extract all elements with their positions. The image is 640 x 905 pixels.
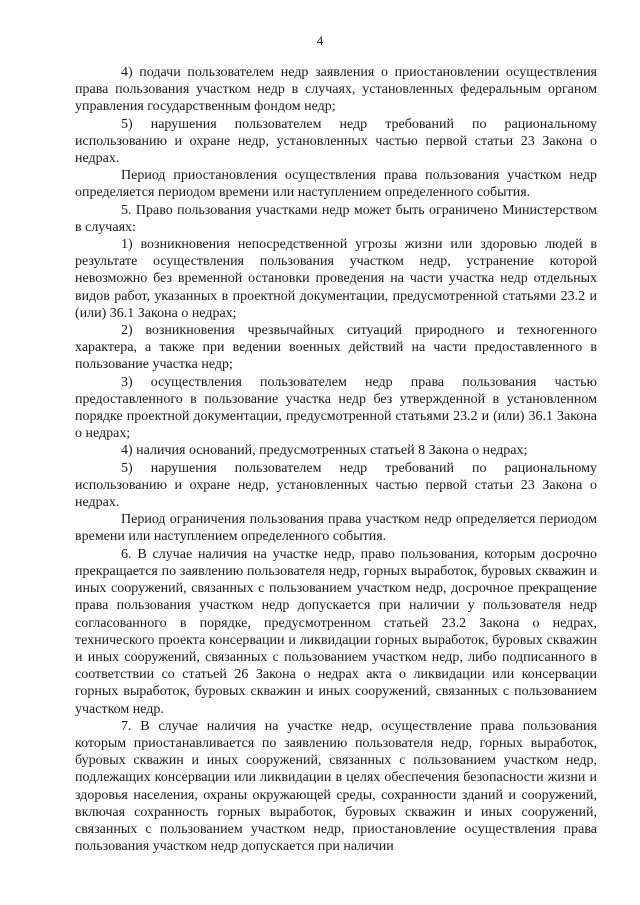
paragraph-section-5-restriction: 5. Право пользования участками недр может быть ограничено Министерством в случаях: — [75, 202, 597, 235]
paragraph-restriction-item-3: 3) осуществления пользователем недр права пользования частью предоставленного в пользование участка недр без утвержденной в установленном порядке проектной документации, предусмотренной статьями 23.2 и (или) 36.1 Закона о недрах; — [75, 374, 597, 442]
paragraph-item-4-suspension-request: 4) подачи пользователем недр заявления о приостановлении осуществления права пользования участком недр в случаях, установленных федеральным органом управления государственным фондом недр; — [75, 65, 597, 115]
paragraph-section-6-termination: 6. В случае наличия на участке недр, право пользования, которым досрочно прекращается по заявлению пользователя недр, горных выработок, буровых скважин и иных сооружений, связанных с пользованием участком недр, досрочное прекращение права пользования участком недр допускается при наличии у пользователя недр согласованного в порядке, предусмотренном статьей 23.2 Закона о недрах, технического проекта консервации и ликвидации горных выработок, буровых скважин и иных сооружений, связанных с пользованием участком недр, либо подписанного в соответствии со статьей 26 Закона о недрах акта о ликвидации или консервации горных выработок, буровых скважин и иных сооружений, связанных с пользованием участком недр. — [75, 546, 597, 717]
paragraph-item-5-violation: 5) нарушения пользователем недр требований по рациональному использованию и охране недр, установленных частью первой статьи 23 Закона о недрах. — [75, 116, 597, 167]
paragraph-restriction-item-4: 4) наличия оснований, предусмотренных статьей 8 Закона о недрах; — [121, 443, 528, 459]
paragraph-restriction-period: Период ограничения пользования права участком недр определяется периодом времени или наступлением определенного события. — [75, 512, 597, 545]
paragraph-restriction-item-5: 5) нарушения пользователем недр требований по рациональному использованию и охране недр, установленных частью первой статьи 23 Закона о недрах. — [75, 460, 597, 511]
paragraph-restriction-item-1: 1) возникновения непосредственной угрозы жизни или здоровью людей в результате осуществления пользования участком недр, устранение которой невозможно без временной остановки проведения на части участка недр отдельных видов работ, указанных в проектной документации, предусмотренной статьями 23.2 и (или) 36.1 Закона о недрах; — [75, 237, 597, 321]
paragraph-restriction-item-2: 2) возникновения чрезвычайных ситуаций природного и техногенного характера, а также при ведении военных действий на части предоставленного в пользование участка недр; — [75, 323, 597, 373]
paragraph-suspension-period: Период приостановления осуществления права пользования участком недр определяется периодом времени или наступлением определенного события. — [75, 168, 597, 201]
page-number: 4 — [316, 33, 324, 48]
document-body — [75, 64, 597, 855]
paragraph-section-7-suspension: 7. В случае наличия на участке недр, осуществление права пользования которым приостанавливается по заявлению пользователя недр, горных выработок, буровых скважин и иных сооружений, связанных с пользованием участком недр, подлежащих консервации или ликвидации в целях обеспечения безопасности жизни и здоровья населения, охраны окружающей среды, сохранности зданий и сооружений, включая сохранность горных выработок, буровых скважин и иных сооружений, связанных с пользованием участком недр, приостановление осуществления права пользования участком недр допускается при наличии — [75, 718, 597, 855]
